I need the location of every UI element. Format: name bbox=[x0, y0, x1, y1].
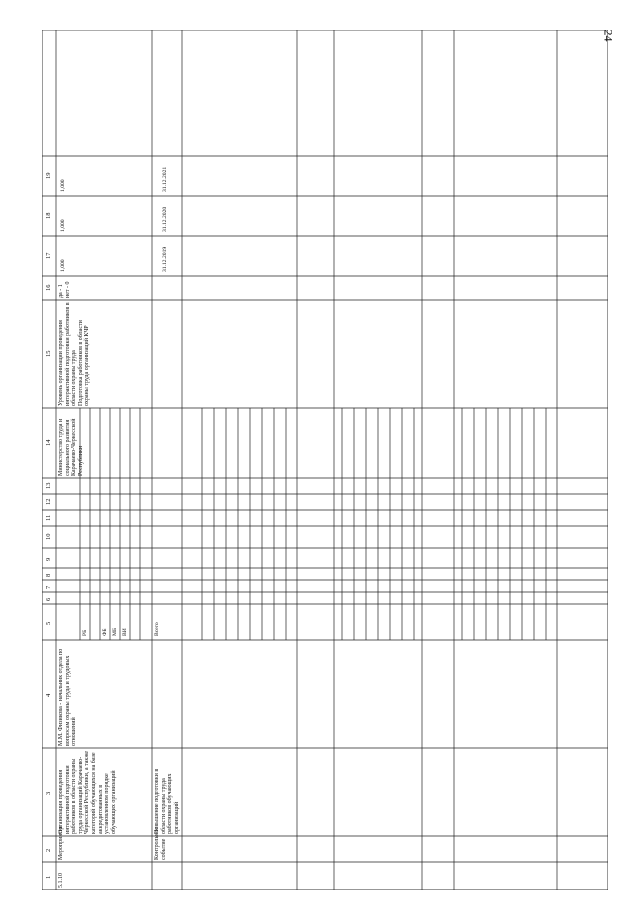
date-2020: 31.12.2020 bbox=[162, 206, 168, 232]
value-2021: 1,000 bbox=[60, 179, 66, 192]
column-header: 18 bbox=[45, 212, 52, 219]
row-type: Мероприятие bbox=[58, 825, 64, 860]
column-header: 2 bbox=[45, 848, 52, 852]
row-type: Контрольное событие bbox=[154, 826, 167, 860]
column-header: 17 bbox=[45, 252, 52, 259]
row-executor: М.М. Физикова - начальник отдела по вопросам охраны труда и трудовых отношений bbox=[58, 648, 78, 746]
date-2021: 31.12.2021 bbox=[162, 166, 168, 192]
column-header: 12 bbox=[45, 498, 52, 505]
row-indicator: Уровень организации проведения интерактивной подготовки работников в области охраны труда Подготовка работников в области охраны труда организаций КЧР bbox=[58, 302, 91, 406]
fund-source: Всего bbox=[154, 622, 160, 636]
row-number: 5.1.10 bbox=[58, 873, 64, 888]
column-header: 10 bbox=[45, 533, 52, 540]
column-header: 11 bbox=[45, 514, 52, 521]
column-header: 13 bbox=[45, 482, 52, 489]
column-header: 19 bbox=[45, 172, 52, 179]
row-name: Организация проведения интерактивной подготовки работников в области охраны труда организаций Карачаево-Черкесской Республики, а также категорий обучающихся на базе аккредитованных в установленном порядке обучающих организаций bbox=[58, 750, 117, 834]
plan-table bbox=[42, 30, 608, 890]
column-header: 14 bbox=[45, 439, 52, 446]
column-header: 4 bbox=[45, 693, 52, 697]
table-grid bbox=[42, 30, 608, 890]
column-header: 1 bbox=[45, 875, 52, 879]
column-header: 5 bbox=[45, 621, 52, 625]
column-header: 7 bbox=[45, 585, 52, 589]
fund-source: РБ bbox=[82, 629, 88, 636]
fund-source: ФБ bbox=[102, 628, 108, 636]
column-header: 8 bbox=[45, 573, 52, 577]
fund-source: ВИ bbox=[122, 628, 128, 636]
value-2020: 1,000 bbox=[60, 219, 66, 232]
page-number: 24 bbox=[601, 29, 616, 42]
column-header: 9 bbox=[45, 557, 52, 561]
value-2019: 1,000 bbox=[60, 259, 66, 272]
row-unit: да - 1 нет - 0 bbox=[58, 281, 71, 298]
fund-source: МБ bbox=[112, 627, 118, 636]
row-ministry: Министерство труда и социального развития Карачаево-Черкесской Республики bbox=[58, 418, 84, 476]
column-header: 16 bbox=[45, 284, 52, 291]
column-header: 3 bbox=[45, 791, 52, 795]
column-header: 6 bbox=[45, 597, 52, 601]
row-name: Повышение подготовки в области охраны труда работников обучающих организаций bbox=[154, 768, 180, 834]
date-2019: 31.12.2019 bbox=[162, 246, 168, 272]
column-header: 15 bbox=[45, 350, 52, 357]
